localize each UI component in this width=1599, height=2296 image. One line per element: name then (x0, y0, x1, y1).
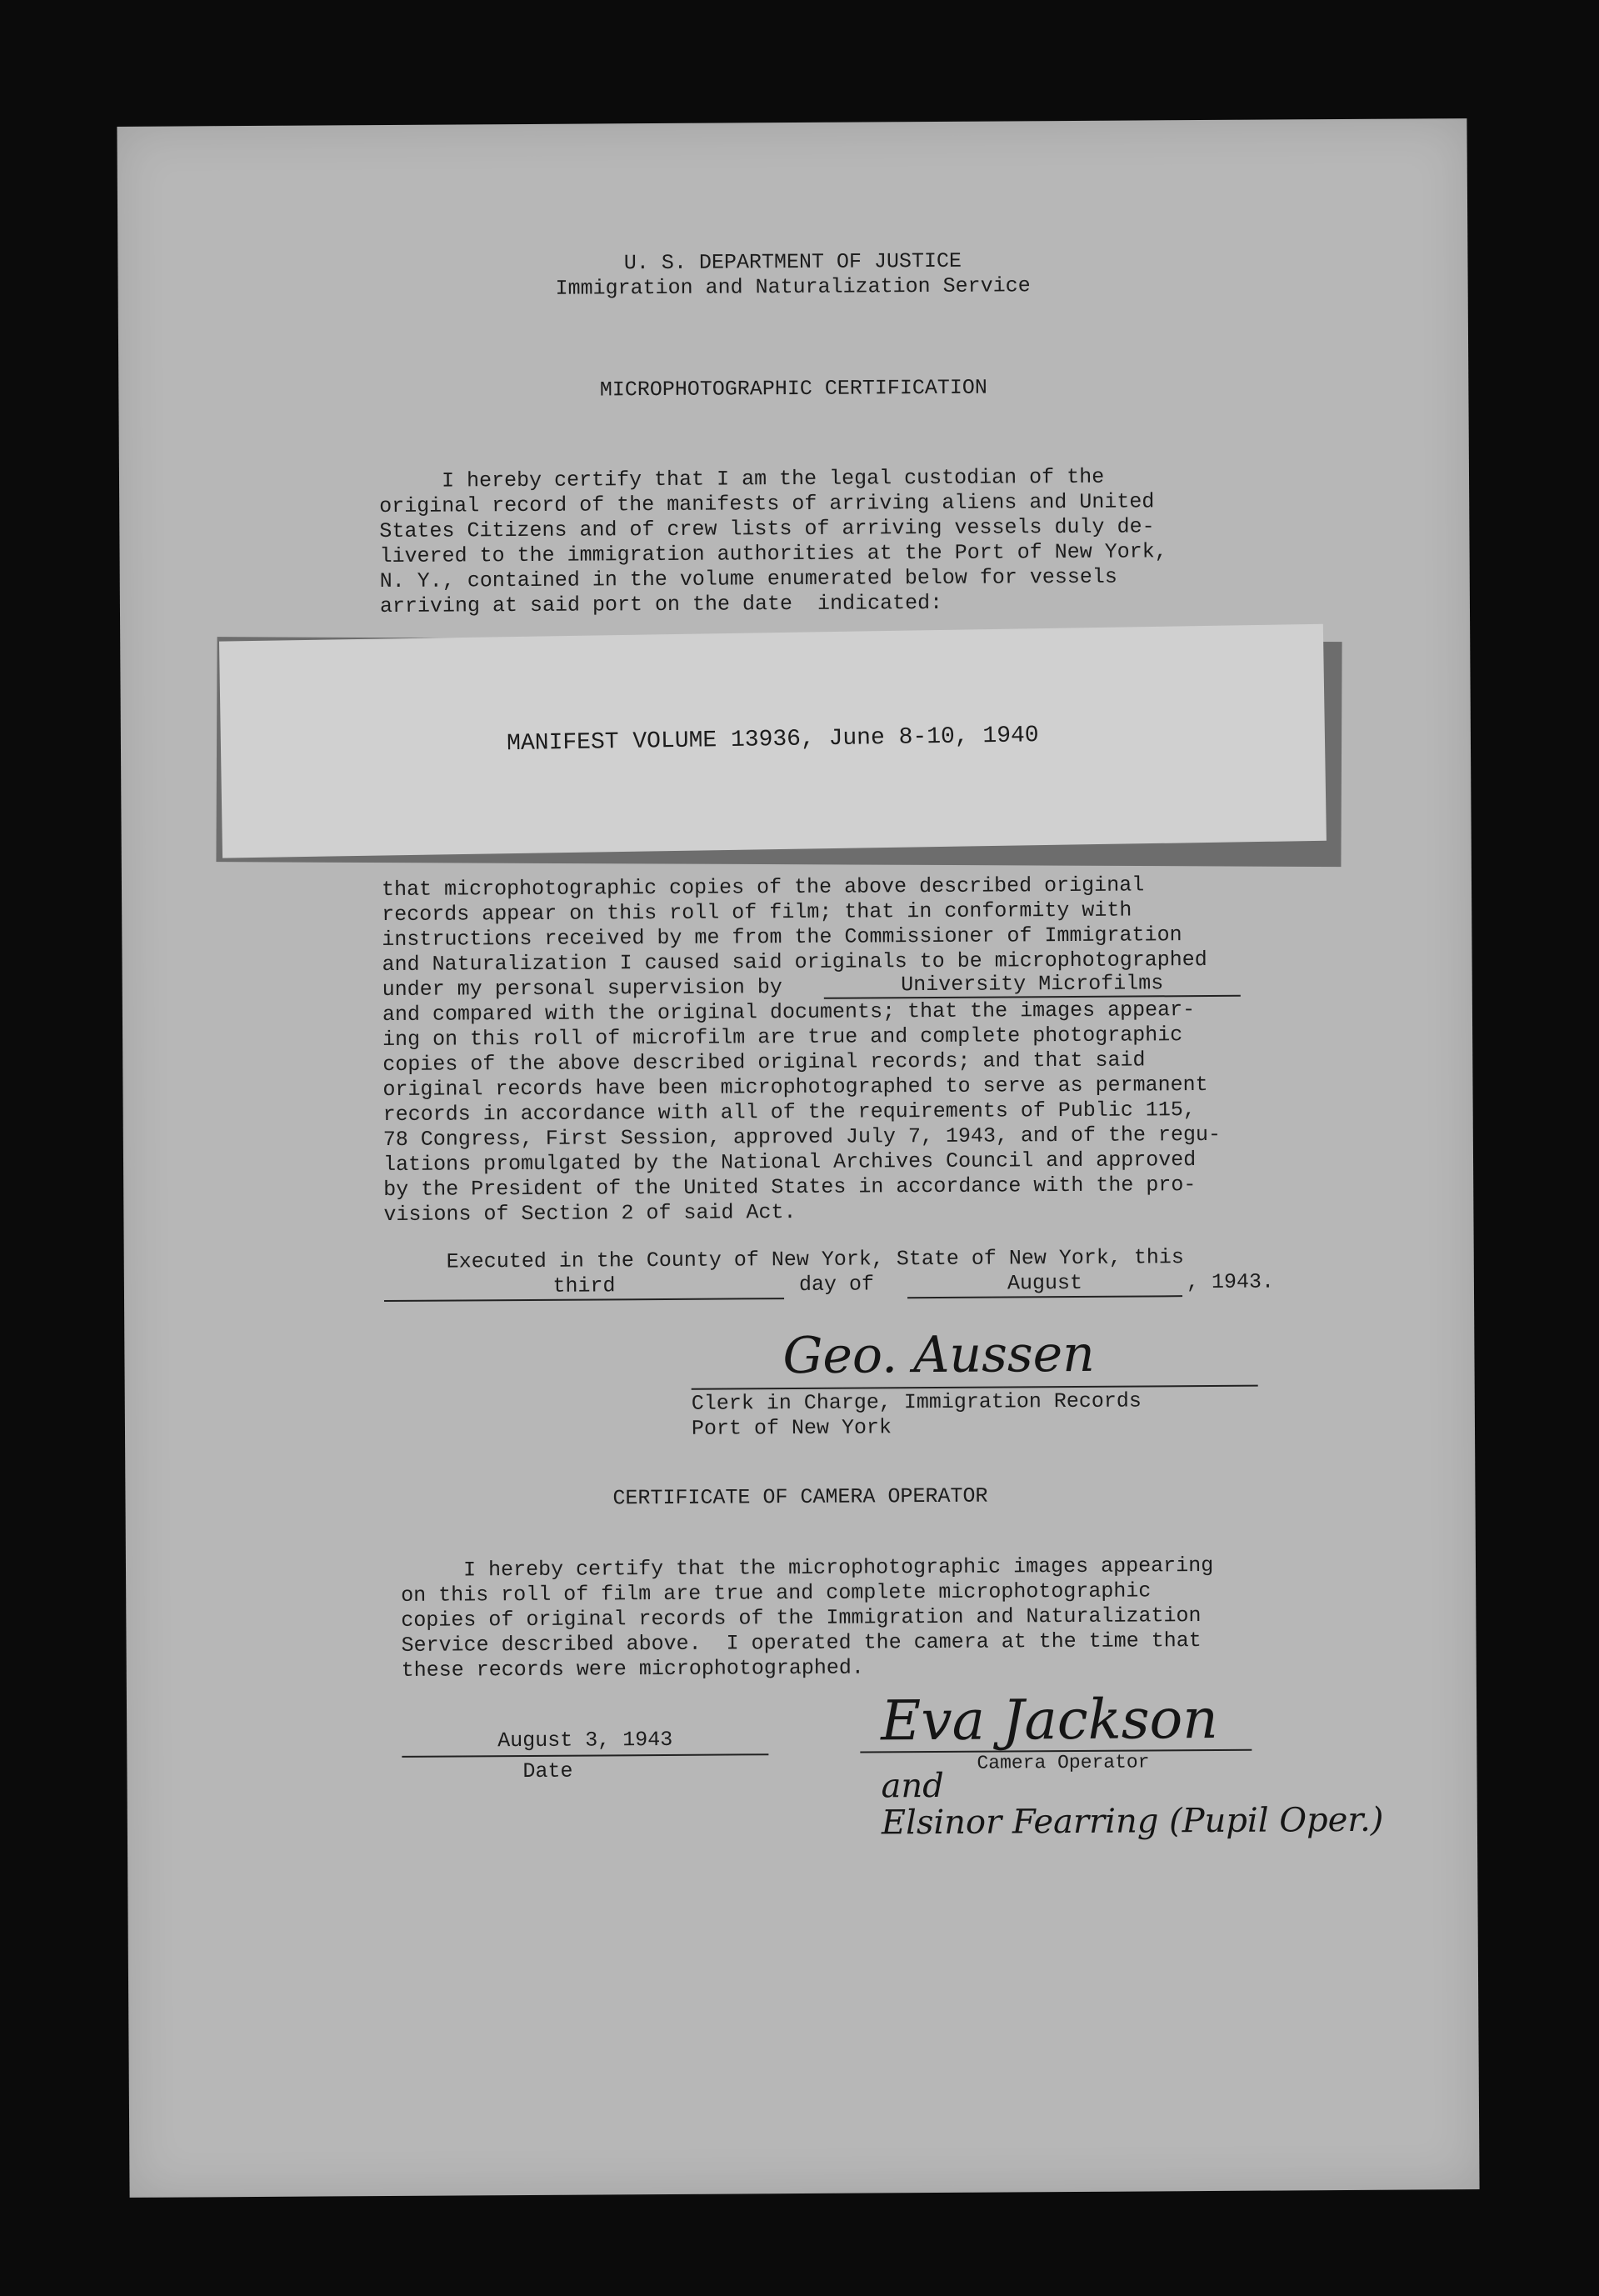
executed-line: Executed in the County of New York, State of New York, this (383, 1245, 1184, 1275)
body-line: instructions received by me from the Commissioner of Immigration (382, 923, 1182, 953)
service-heading: Immigration and Naturalization Service (555, 273, 1031, 301)
manifest-volume-text: MANIFEST VOLUME 13936, June 8-10, 1940 (506, 723, 1039, 758)
clerk-signature: Geo. Aussen (782, 1324, 1096, 1386)
body-line: and compared with the original documents; that the images appear- (382, 998, 1196, 1028)
clerk-title: Clerk in Charge, Immigration Records (691, 1388, 1142, 1416)
second-operator-signature: and Elsinor Fearring (Pupil Oper.) (881, 1766, 1384, 1843)
body-line: visions of Section 2 of said Act. (383, 1200, 797, 1228)
camera-line: these records were microphotographed. (401, 1655, 864, 1683)
executed-day-value: third (552, 1273, 616, 1298)
camera-line: I hereby certify that the microphotographic images appearing (400, 1553, 1214, 1583)
camera-line: copies of original records of the Immigration and Naturalization (401, 1603, 1202, 1633)
intro-line: original record of the manifests of arriving aliens and United (379, 489, 1155, 519)
body-line: lations promulgated by the National Archives Council and approved (382, 1148, 1197, 1178)
department-heading: U. S. DEPARTMENT OF JUSTICE (623, 248, 962, 276)
body-line: records in accordance with all of the requirements of Public 115, (382, 1098, 1196, 1128)
operator-signature: Eva Jackson (880, 1686, 1219, 1753)
intro-line: livered to the immigration authorities at the Port of New York, (379, 539, 1167, 569)
intro-line: States Citizens and of crew lists of arriving vessels duly de- (379, 514, 1155, 544)
body-line: by the President of the United States in accordance with the pro- (383, 1173, 1197, 1203)
date-underline (402, 1753, 768, 1758)
manifest-slip (219, 624, 1327, 858)
body-line: and Naturalization I caused said originals to be microphotographed (382, 947, 1207, 978)
body-line: original records have been microphotographed to serve as permanent (382, 1072, 1208, 1103)
body-line: 78 Congress, First Session, approved July 7, 1943, and of the regu- (382, 1122, 1222, 1153)
intro-line: I hereby certify that I am the legal custodian of the (378, 464, 1105, 494)
body-line: that microphotographic copies of the above described original (381, 873, 1145, 903)
document-page (117, 118, 1479, 2198)
body-line: copies of the above described original records; and that said (382, 1048, 1146, 1078)
intro-line: N. Y., contained in the volume enumerated below for vessels (379, 564, 1117, 594)
executed-year: , 1943. (1186, 1269, 1275, 1295)
date-label: Date (522, 1758, 573, 1784)
executed-month-value: August (1007, 1270, 1083, 1296)
camera-line: Service described above. I operated the camera at the time that (401, 1628, 1202, 1658)
body-line: ing on this roll of microfilm are true and complete photographic (382, 1023, 1183, 1053)
clerk-port: Port of New York (691, 1415, 892, 1441)
body-line: under my personal supervision by (382, 975, 782, 1003)
camera-line: on this roll of film are true and complete microphotographic (401, 1578, 1152, 1608)
date-value: August 3, 1943 (497, 1727, 673, 1753)
certification-title: MICROPHOTOGRAPHIC CERTIFICATION (599, 375, 987, 403)
camera-section-title: CERTIFICATE OF CAMERA OPERATOR (612, 1483, 988, 1511)
intro-line: arriving at said port on the date indicated: (379, 590, 943, 619)
day-of-label: day of (798, 1272, 875, 1297)
microfilm-company-value: University Microfilms (901, 971, 1164, 998)
operator-label: Camera Operator (977, 1751, 1150, 1774)
body-line: records appear on this roll of film; that in conformity with (382, 898, 1132, 928)
